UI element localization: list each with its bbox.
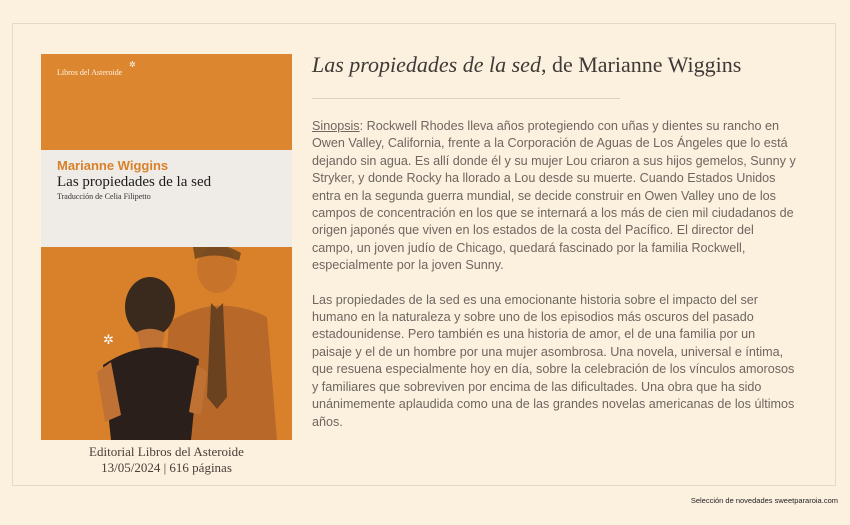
asterisk-logo-icon: ✲ — [103, 332, 114, 347]
publisher-name: Editorial Libros del Asteroide — [89, 444, 244, 459]
cover-title: Las propiedades de la sed — [57, 174, 212, 190]
synopsis-paragraph — [312, 118, 798, 275]
synopsis — [312, 118, 798, 448]
book-cover[interactable] — [41, 54, 292, 440]
cover-publisher-mark: Libros del Asteroide — [57, 68, 123, 77]
synopsis-link[interactable]: Sinopsis — [312, 119, 360, 133]
cover-title-band — [41, 150, 292, 247]
cover-translator: Traducción de Celia Filipetto — [57, 192, 151, 201]
cover-author: Marianne Wiggins — [57, 158, 169, 173]
publish-date-pages: 13/05/2024 | 616 páginas — [101, 460, 232, 475]
page-title — [312, 52, 812, 78]
cover-illustration — [41, 247, 292, 440]
synopsis-paragraph-2: Las propiedades de la sed es una emocionante historia sobre el impacto del ser humano en la naturaleza y sobre uno de los episodios más oscuros del pasado estadounidense. Pero también es una historia de amor, el de una familia por un paisaje y el de un hombre por una mujer asombrosa. Una novela, universal e íntima, que resuena especialmente hoy en día, sobre la celebración de los vínculos amorosos y familiares que sobreviven por encima de las dificultades. Una obra que ha sido unánimemente aplaudida como una de las grandes novelas americanas de los últimos años. — [312, 292, 795, 429]
book-author: , de Marianne Wiggins — [540, 52, 742, 77]
book-meta — [41, 444, 292, 476]
book-title: Las propiedades de la sed — [312, 52, 541, 77]
asterisk-logo-icon: ✲ — [129, 60, 136, 69]
synopsis-text: : Rockwell Rhodes lleva años protegiendo con uñas y dientes su rancho en Owen Valley, California, frente a la Corporación de Aguas de Los Ángeles que lo está dejando sin agua. Es allí donde él y su mujer Lou criaron a sus hijos gemelos, Sunny y Stryker, y donde Rocky ha llorado a Lou desde su muerte. Cuando Estados Unidos entra en la segunda guerra mundial, se decide construir en Owen Valley uno de los campos de concentración en los que se internará a los más de cien mil ciudadanos de origen japonés que viven en los estados de la costa del Pacífico. El director del campo, un joven judío de Chicago, quedará fascinado por la familia Rockwell, especialmente por la joven Sunny. — [312, 119, 796, 273]
footer-credit[interactable]: Selección de novedades sweetpararoia.com — [690, 496, 838, 505]
divider — [312, 98, 620, 99]
